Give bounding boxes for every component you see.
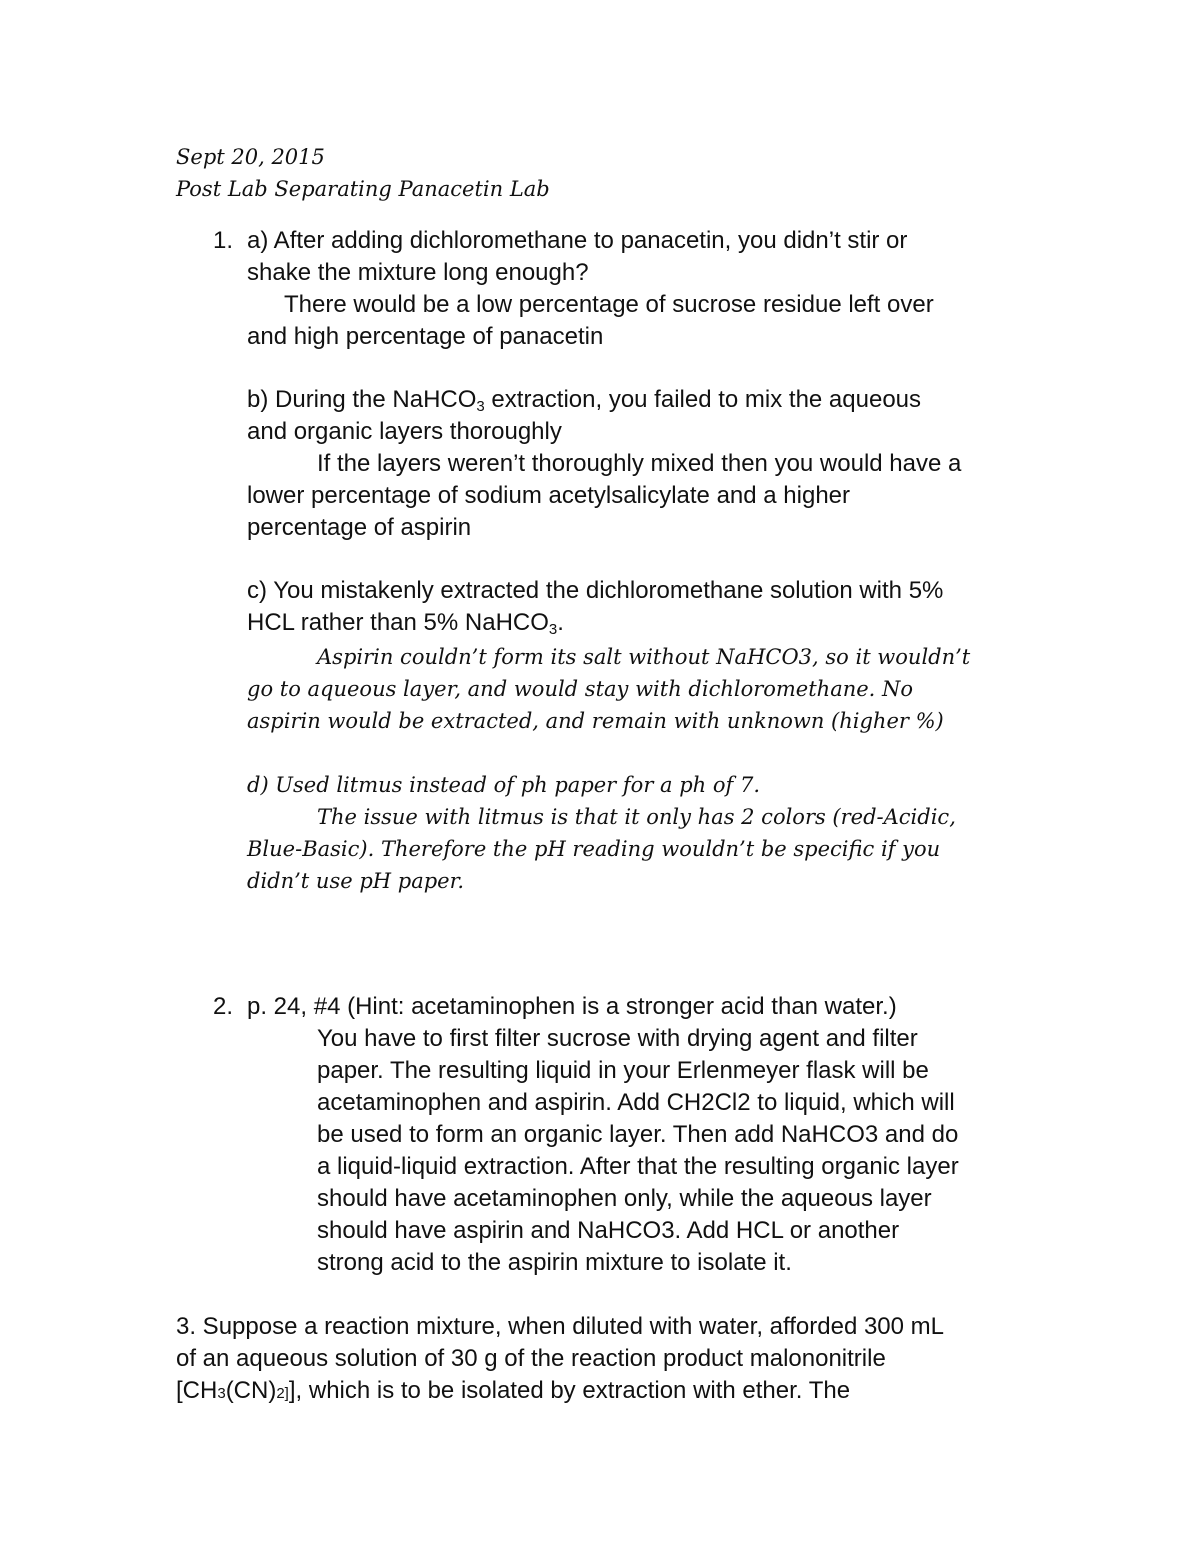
- q1c-question-line: c) You mistakenly extracted the dichloromethane solution with 5%: [247, 577, 944, 604]
- q1b-answer-line: percentage of aspirin: [247, 514, 472, 541]
- q2-answer-line: be used to form an organic layer. Then add NaHCO3 and do: [317, 1121, 959, 1148]
- q2-answer-line: You have to first filter sucrose with drying agent and filter: [317, 1025, 918, 1052]
- q1b-question-line: and organic layers thoroughly: [247, 418, 562, 445]
- q3-line3-b: (CN): [225, 1377, 277, 1404]
- q3-subscript-1: 3: [217, 1385, 226, 1402]
- q1b-question: [247, 384, 921, 448]
- q2-answer-line: should have aspirin and NaHCO3. Add HCL or another: [317, 1217, 900, 1244]
- q1c-question: [247, 575, 943, 639]
- q1c-question-prefix: HCL rather than 5% NaHCO: [247, 609, 549, 636]
- q1c-answer-rest: [247, 673, 944, 737]
- q1c-answer-line: aspirin would be extracted, and remain with unknown (higher %): [247, 709, 944, 733]
- q1b-question-prefix: b) During the NaHCO: [247, 386, 477, 413]
- q1d-answer-line: didn’t use pH paper.: [247, 869, 464, 893]
- q1c-answer-line: go to aqueous layer, and would stay with dichloromethane. No: [247, 677, 914, 701]
- q1a-question-line: shake the mixture long enough?: [247, 259, 589, 286]
- q2-question: p. 24, #4 (Hint: acetaminophen is a stronger acid than water.): [247, 993, 897, 1020]
- q2-number: 2.: [213, 993, 234, 1020]
- q1c-answer-line: Aspirin couldn’t form its salt without NaHCO3, so it wouldn’t: [317, 645, 971, 669]
- q2-answer-line: acetaminophen and aspirin. Add CH2Cl2 to liquid, which will: [317, 1089, 955, 1116]
- q3-line: 3. Suppose a reaction mixture, when diluted with water, afforded 300 mL: [176, 1313, 945, 1340]
- q3-line: of an aqueous solution of 30 g of the reaction product malononitrile: [176, 1345, 886, 1372]
- q1b-question-suffix: extraction, you failed to mix the aqueous: [484, 386, 922, 413]
- q1b-answer-line: If the layers weren’t thoroughly mixed then you would have a: [317, 450, 962, 477]
- q3-line3-c: ], which is to be isolated by extraction with ether. The: [288, 1377, 851, 1404]
- q1b-subscript: 3: [476, 398, 485, 415]
- q3-line: [176, 1375, 944, 1407]
- q2-answer-line: paper. The resulting liquid in your Erlenmeyer flask will be: [317, 1057, 929, 1084]
- date-text: Sept 20, 2015: [176, 145, 325, 169]
- q2-answer-line: strong acid to the aspirin mixture to isolate it.: [317, 1249, 792, 1276]
- q2-answer: [317, 1023, 959, 1279]
- q1c-subscript: 3: [548, 621, 558, 638]
- q1b-question-line: [247, 384, 921, 416]
- q2-answer-line: a liquid-liquid extraction. After that the resulting organic layer: [317, 1153, 959, 1180]
- q1-number: 1.: [213, 227, 234, 254]
- q1d-question: d) Used litmus instead of ph paper for a ph of 7.: [247, 773, 760, 797]
- q2-answer-line: should have acetaminophen only, while the aqueous layer: [317, 1185, 932, 1212]
- q1b-answer-line: lower percentage of sodium acetylsalicylate and a higher: [247, 482, 851, 509]
- lab-title: Post Lab Separating Panacetin Lab: [176, 177, 550, 201]
- q1d-answer-line: Blue-Basic). Therefore the pH reading wouldn’t be specific if you: [247, 837, 941, 861]
- q1b-answer-rest: [247, 480, 850, 544]
- q1a-answer-line: and high percentage of panacetin: [247, 323, 604, 350]
- q1c-question-suffix: .: [557, 609, 564, 636]
- q1d-answer-line: The issue with litmus is that it only has 2 colors (red-Acidic,: [317, 805, 956, 829]
- q1a-question-line: a) After adding dichloromethane to panacetin, you didn’t stir or: [247, 227, 908, 254]
- q3-text: [176, 1311, 944, 1407]
- q3-subscript-2: 2]: [276, 1385, 289, 1402]
- header: [176, 141, 550, 205]
- q1a-question: [247, 225, 907, 289]
- q1d-answer-rest: [247, 833, 940, 897]
- q1a-answer-line: There would be a low percentage of sucrose residue left over: [284, 291, 934, 318]
- q1c-question-line: [247, 607, 943, 639]
- q3-line3-a: [CH: [176, 1377, 218, 1404]
